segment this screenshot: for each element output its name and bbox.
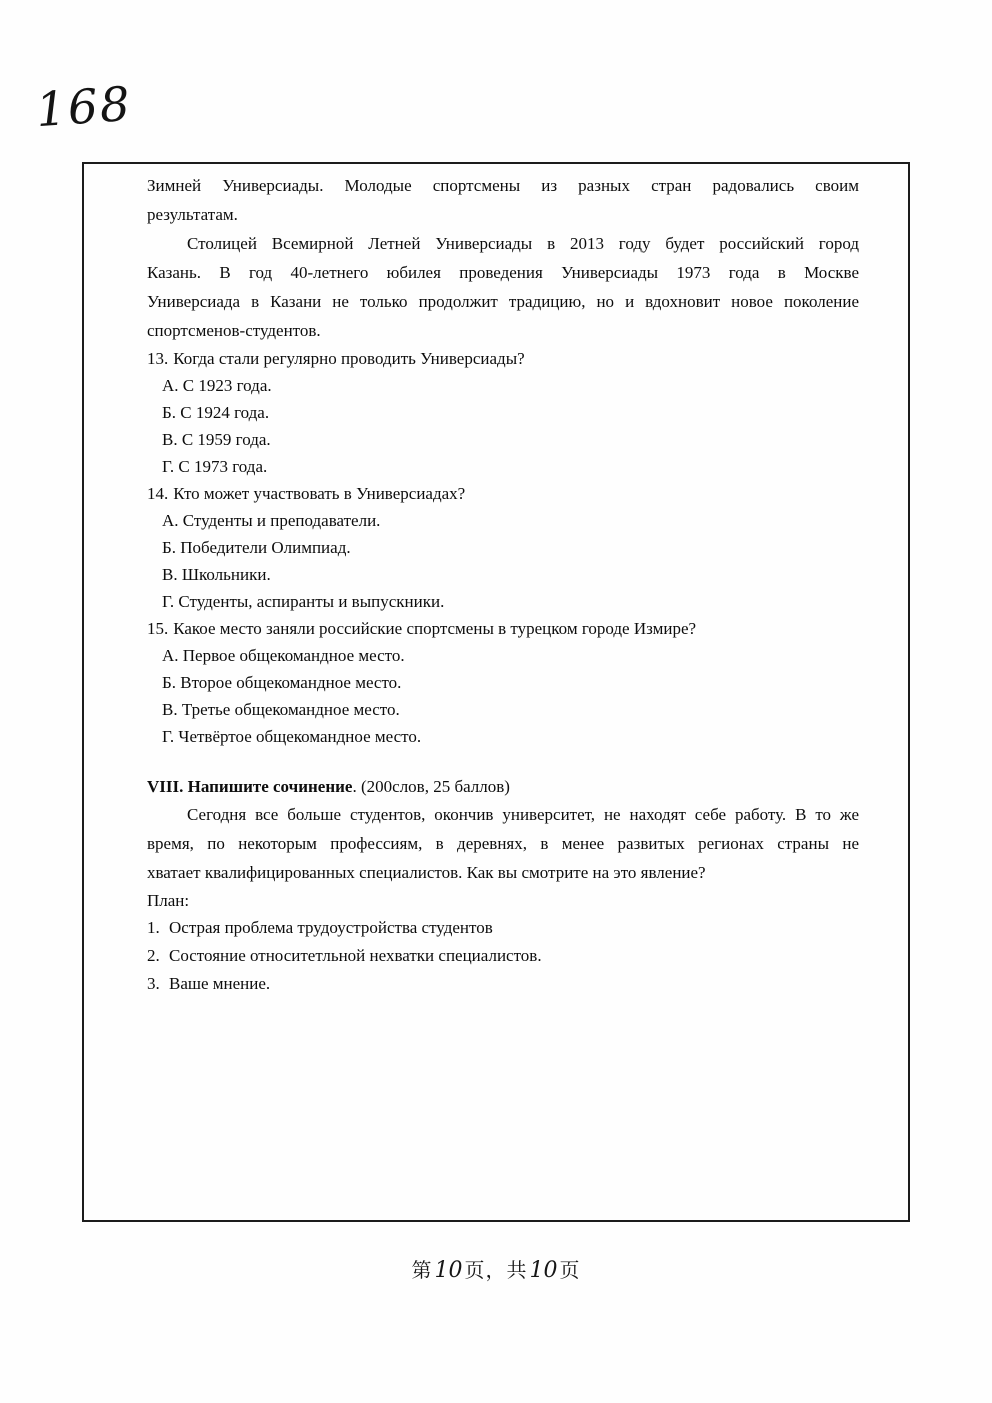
footer-middle: 页，共 — [464, 1260, 528, 1282]
text-line: хватает квалифицированных специалистов. Как вы смотрите на это явление? — [147, 863, 706, 882]
footer-page-number: 10 — [434, 1258, 463, 1283]
question-15-option-a: А. Первое общекомандное место. — [162, 646, 405, 665]
reading-paragraph-2 — [147, 229, 859, 345]
plan-item-number: 1. — [147, 918, 160, 937]
question-14-head — [147, 480, 859, 507]
reading-paragraph-1 — [147, 171, 859, 229]
text-line: время, по некоторым профессиям, в деревнях, в менее развитых регионах страны не — [147, 834, 859, 853]
question-15-option-g: Г. Четвёртое общекомандное место. — [162, 727, 422, 746]
question-15-option-v: В. Третье общекомандное место. — [162, 700, 400, 719]
question-number: 13. — [147, 349, 169, 368]
essay-prompt — [147, 800, 859, 887]
exam-content-box — [82, 162, 910, 1222]
question-number: 15. — [147, 619, 169, 638]
plan-item-text: Ваше мнение. — [169, 974, 271, 993]
footer-prefix: 第 — [411, 1260, 433, 1282]
essay-heading — [147, 773, 859, 800]
plan-item-number: 2. — [147, 946, 160, 965]
text-line: результатам. — [147, 205, 238, 224]
essay-heading-note: . (200слов, 25 баллов) — [352, 777, 510, 796]
plan-item-text: Острая проблема трудоустройства студентов — [169, 918, 493, 937]
text-line: Сегодня все больше студентов, окончив университет, не находят себе работу. В то же — [187, 805, 859, 824]
handwritten-page-number: 168 — [34, 76, 134, 139]
question-14-option-a: А. Студенты и преподаватели. — [162, 511, 381, 530]
question-14-option-v: В. Школьники. — [162, 565, 271, 584]
text-line: Столицей Всемирной Летней Универсиады в 2013 году будет российский город — [187, 234, 859, 253]
essay-section — [147, 773, 859, 998]
question-13-option-v: В. С 1959 года. — [162, 430, 271, 449]
question-text: Какое место заняли российские спортсмены в турецком городе Измире? — [173, 619, 697, 638]
text-line: Зимней Универсиады. Молодые спортсмены из разных стран радовались своим — [147, 176, 859, 195]
page-footer — [0, 1254, 992, 1283]
text-line: Казань. В год 40-летнего юбилея проведения Универсиады 1973 года в Москве — [147, 263, 859, 282]
question-15-option-b: Б. Второе общекомандное место. — [162, 673, 402, 692]
plan-item-1 — [147, 914, 859, 942]
plan-label: План: — [147, 891, 190, 910]
question-13-head — [147, 345, 859, 372]
text-line: Универсиада в Казани не только продолжит традицию, но и вдохновит новое поколение — [147, 292, 859, 311]
question-14-option-g: Г. Студенты, аспиранты и выпускники. — [162, 592, 445, 611]
question-13-option-b: Б. С 1924 года. — [162, 403, 270, 422]
plan-item-number: 3. — [147, 974, 160, 993]
question-text: Когда стали регулярно проводить Универсиады? — [173, 349, 525, 368]
text-line: спортсменов-студентов. — [147, 321, 321, 340]
footer-suffix: 页 — [559, 1260, 581, 1282]
plan-item-3 — [147, 970, 859, 998]
question-15 — [147, 615, 859, 750]
plan-item-2 — [147, 942, 859, 970]
question-14 — [147, 480, 859, 615]
question-text: Кто может участвовать в Универсиадах? — [173, 484, 466, 503]
question-15-head — [147, 615, 859, 642]
footer-total-pages: 10 — [529, 1258, 558, 1283]
essay-heading-title: VIII. Напишите сочинение — [147, 777, 353, 796]
question-13-option-a: А. С 1923 года. — [162, 376, 272, 395]
question-13 — [147, 345, 859, 480]
plan-item-text: Состояние относитетльной нехватки специалистов. — [169, 946, 542, 965]
question-number: 14. — [147, 484, 169, 503]
question-14-option-b: Б. Победители Олимпиад. — [162, 538, 351, 557]
question-13-option-g: Г. С 1973 года. — [162, 457, 268, 476]
